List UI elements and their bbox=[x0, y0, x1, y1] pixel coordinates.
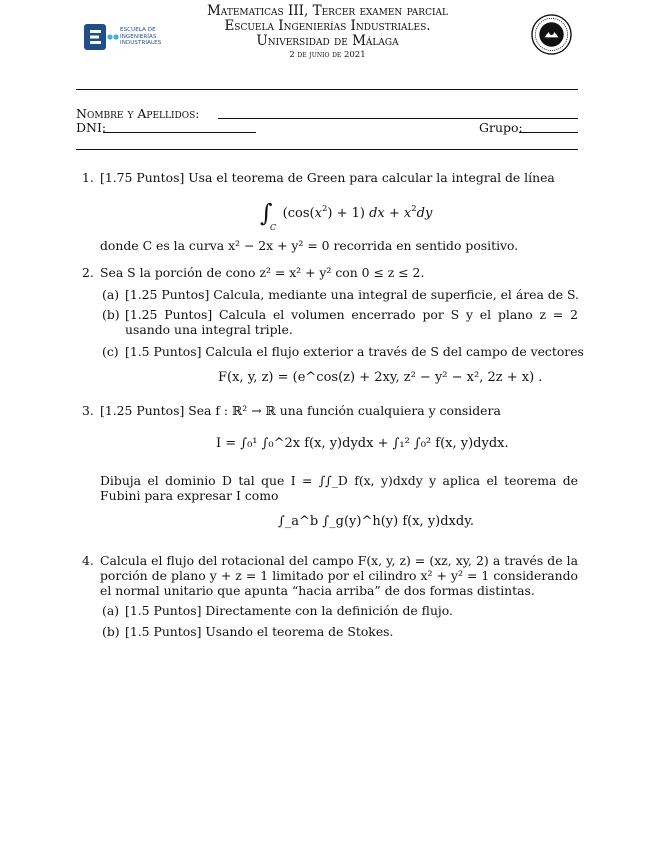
logo-line: INGENIERÍAS bbox=[120, 33, 157, 40]
problem-1-number: 1. bbox=[82, 170, 94, 185]
problem-4a-text: [1.5 Puntos] Directamente con la definición de flujo. bbox=[125, 603, 453, 618]
problem-4-text: Calcula el flujo del rotacional del campo F(x, y, z) = (xz, xy, 2) a través de la porción de plano y + z = 1 limitado por el cilindro x² + y² = 1 considerando el normal unitario que apunta “hacia arriba” de dos formas distintas. bbox=[100, 553, 578, 598]
problem-1-after: donde C es la curva x² − 2x + y² = 0 recorrida en sentido positivo. bbox=[100, 238, 519, 253]
problem-3-after: Dibuja el dominio D tal que I = ∫∫_D f(x, y)dxdy y aplica el teorema de Fubini para expresar I como bbox=[100, 473, 578, 503]
university-seal-icon bbox=[530, 13, 573, 56]
header-rule bbox=[76, 89, 578, 90]
dni-row bbox=[76, 120, 578, 136]
fields-rule bbox=[76, 149, 578, 150]
university-name: Universidad de Málaga bbox=[256, 33, 399, 49]
problem-4b-label: (b) bbox=[102, 624, 120, 639]
problem-3-number: 3. bbox=[82, 403, 94, 418]
problem-1-text: [1.75 Puntos] Usa el teorema de Green para calcular la integral de línea bbox=[100, 170, 555, 185]
problem-3-formula: I = ∫₀¹ ∫₀^2x f(x, y)dydx + ∫₁² ∫₀² f(x, y)dydx. bbox=[216, 436, 509, 451]
problem-4a-label: (a) bbox=[102, 603, 120, 618]
name-label: Nombre y Apellidos: bbox=[76, 106, 200, 121]
problem-1-formula: ∫ C $(\cos(x^2) + 1)$ dx + $x^2dy$ bbox=[260, 199, 433, 232]
problem-2a-label: (a) bbox=[102, 287, 120, 302]
problem-2b-label: (b) bbox=[102, 307, 120, 322]
problem-4-number: 4. bbox=[82, 553, 94, 568]
logo-line: ESCUELA DE bbox=[120, 27, 156, 33]
dni-field[interactable] bbox=[103, 132, 256, 133]
dni-label: DNI: bbox=[76, 120, 107, 135]
problem-2a-text: [1.25 Puntos] Calcula, mediante una integral de superficie, el área de S. bbox=[125, 287, 579, 302]
problem-2b-text: [1.25 Puntos] Calcula el volumen encerrado por S y el plano z = 2 usando una integral triple. bbox=[125, 307, 578, 337]
problem-2-text: Sea S la porción de cono z² = x² + y² con 0 ≤ z ≤ 2. bbox=[100, 265, 425, 280]
problem-2c-label: (c) bbox=[102, 344, 119, 359]
problem-4b-text: [1.5 Puntos] Usando el teorema de Stokes. bbox=[125, 624, 394, 639]
school-name: Escuela Ingenierías Industriales. bbox=[224, 18, 431, 34]
logo-line: INDUSTRIALES bbox=[120, 40, 162, 47]
group-label: Grupo: bbox=[479, 120, 523, 135]
problem-3-formula-2: ∫_a^b ∫_g(y)^h(y) f(x, y)dxdy. bbox=[278, 514, 474, 529]
exam-title: Matematicas III, Tercer examen parcial bbox=[206, 3, 448, 19]
problem-2c-text: [1.5 Puntos] Calcula el flujo exterior a través de S del campo de vectores bbox=[125, 344, 584, 359]
problem-3-text: [1.25 Puntos] Sea f : ℝ² → ℝ una función cualquiera y considera bbox=[100, 403, 501, 418]
problem-2c-formula: F(x, y, z) = (e^cos(z) + 2xy, z² − y² − x², 2z + x) . bbox=[218, 370, 543, 385]
problem-2-number: 2. bbox=[82, 265, 94, 280]
group-field[interactable] bbox=[519, 132, 578, 133]
name-field[interactable] bbox=[218, 118, 578, 119]
exam-date: 2 de junio de 2021 bbox=[289, 50, 366, 60]
